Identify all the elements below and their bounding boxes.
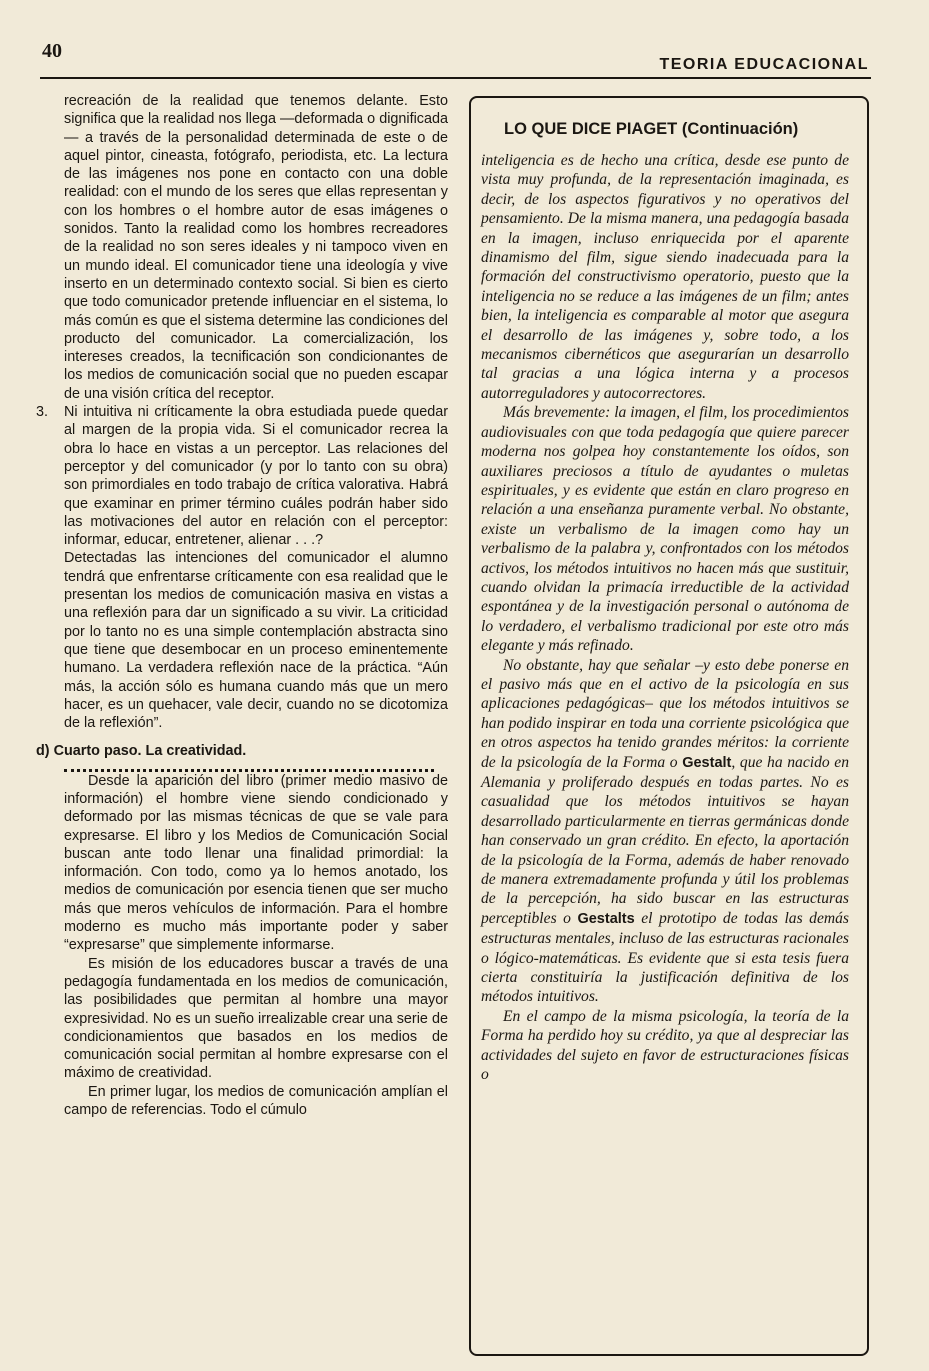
- paragraph-mision-educadores: Es misión de los educadores buscar a través de una pedagogía fundamentada en los medios de comunicación, las posibilidades que permitan al hombre una mayor expresividad. No es un sueño irrealizable crear una serie de condicionamientos que basados en los medios de comunicación social permitan al hombre expresarse con el máximo de creatividad.: [64, 955, 448, 1082]
- page-number: 40: [42, 40, 62, 62]
- item-3-continuation: Detectadas las intenciones del comunicador el alumno tendrá que enfrentarse críticamente con esa realidad que le presentan los medios de comunicación masiva en vistas a una reflexión para dar un significado a su vivir. La criticidad por lo tanto no es una simple contemplación abstracta sino que tiene que desembocar en un proceso eminentemente humano. La verdadera reflexión nace de la práctica. “Aún más, la acción sólo es humana cuando más que un mero hacer, es un quehacer, vale decir, cuando no se dicotomiza de la reflexión”.: [64, 550, 448, 732]
- piaget-p3-part-a: No obstante, hay que señalar –y esto debe ponerse en el pasivo más que en el activo de la psicología en sus aplicaciones pedagógicas– que los métodos intuitivos se han podido inspirar en toda una corriente psicológica que en otros aspectos ha tenido grandes méritos: la corriente de la psicología de la Forma o: [481, 656, 849, 771]
- left-column: [36, 92, 448, 1119]
- running-header: TEORIA EDUCACIONAL: [659, 56, 869, 73]
- item-number: 3.: [36, 404, 49, 421]
- piaget-paragraph-1: inteligencia es de hecho una crítica, desde ese punto de vista muy profunda, de la representación imaginada, es decir, de los aspectos figurativos y no operativos del pensamiento. De la misma manera, una pedagogía basada en la imagen, incluso enriquecida por el aparente dinamismo del film, sigue siendo inadecuada para la formación del constructivismo operatorio, puesto que la inteligencia no se reduce a las imágenes de un film; antes bien, la inteligencia es comparable al motor que asegura el desarrollo de las imágenes y, sobre todo, a los mecanismos cibernéticos que asegurarían un desarrollo tal gracias a una lógica interna y a procesos autorreguladores y autocorrectores.: [481, 152, 849, 402]
- piaget-box-text: [481, 151, 849, 1085]
- gestalt-term: Gestalt: [682, 754, 732, 771]
- paragraph-recreacion: recreación de la realidad que tenemos delante. Esto significa que la realidad nos llega —deformada o dignificada— a través de la personalidad determinada de este o de aquel pintor, cineasta, fotógrafo, periodista, etc. La lectura de las imágenes nos pone en contacto con una doble realidad: con el mundo de los seres que ellas representan y con los hombres o el hombre autor de esas imágenes o sonidos. Tanto la realidad como los hombres recreadores de la realidad no son seres ideales y ni tampoco viven en un mundo ideal. El comunicador tiene una ideología y vive inserto en un determinado contexto social. Si bien es cierto que todo comunicador pretende influenciar en el sistema, lo más común es que el sistema determine las condiciones del producto del comunicador. La comercialización, los intereses creados, la tecnificación son condicionantes de los medios de comunicación social que no pueden escapar de una visión crítica del receptor.: [64, 93, 448, 402]
- section-heading-creatividad: d) Cuarto paso. La creatividad.: [36, 743, 247, 760]
- piaget-paragraph-3: [481, 656, 849, 1007]
- item-3-text: Ni intuitiva ni críticamente la obra estudiada puede quedar al margen de la propia vida. Si el comunicador recrea la obra lo hace en vistas a un perceptor. Las relaciones del perceptor y del comunicador (y por lo tanto con su obra) son primordiales en todo trabajo de crítica valorativa. Habrá que examinar en primer término cuáles podrán haber sido las motivaciones del autor en relación con el perceptor: informar, educar, entretener, alienar . . .?: [64, 404, 448, 549]
- piaget-p3-part-c: el prototipo de todas las demás estructuras mentales, incluso de las estructuras racionales o lógico-matemáticas. Es evidente que si esta tesis fuera cierta constituiría la justificación definitiva de los métodos intuitivos.: [481, 909, 849, 1006]
- piaget-p3-part-b: , que ha nacido en Alemania y proliferado después en todas partes. No es casualidad que los métodos intuitivos se hayan desarrollado particularmente en tierras germánicas donde han conservado un gran crédito. En efecto, la aportación de la psicología de la Forma, además de haber renovado de manera extremadamente profunda y útil los problemas de la percepción, ha sido buscar en las estructuras perceptibles o: [481, 753, 850, 927]
- gestalts-term: Gestalts: [577, 910, 635, 927]
- paragraph-aparicion-libro: Desde la aparición del libro (primer medio masivo de información) el hombre viene siendo condicionado y deformado por las mismas técnicas de que se vale para expresarse. El libro y los Medios de Comunicación Social buscan ante todo llenar una finalidad primordial: la información. Con todo, como ya lo hemos anotado, los medios de comunicación por esencia tienen que ser mucho más que meros vehículos de información. Para el hombre moderno es mucho más importante poder y saber “expresarse” que simplemente informarse.: [64, 772, 448, 954]
- numbered-item-3: [36, 403, 448, 732]
- piaget-paragraph-4: En el campo de la misma psicología, la teoría de la Forma ha perdido hoy su crédito, ya que al despreciar las actividades del sujeto en favor de estructuraciones físicas o: [481, 1007, 849, 1084]
- creatividad-body: [36, 772, 448, 1120]
- paragraph-primer-lugar: En primer lugar, los medios de comunicación amplían el campo de referencias. Todo el cúmulo: [64, 1083, 448, 1119]
- piaget-paragraph-2: Más brevemente: la imagen, el film, los procedimientos audiovisuales con que toda pedagogía que quiere parecer moderna nos golpea hoy constantemente los oídos, son auxiliares preciosos a título de ayudantes o muletas espirituales, y es evidente que están en claro progreso en relación a una enseñanza puramente verbal. No obstante, existe un verbalismo de la imagen como hay un verbalismo de la palabra y, confrontados con los métodos activos, los métodos intuitivos no hacen más que sustituir, cuando olvidan la primacía irreductible de la actividad espontánea y de la investigación personal o autónoma de lo verdadero, el verbalismo tradicional por este otro más elegante y más refinado.: [481, 404, 849, 655]
- spacer: [36, 732, 448, 742]
- header-rule: [40, 77, 871, 79]
- dotted-separator: [64, 761, 434, 772]
- piaget-box-title: LO QUE DICE PIAGET (Continuación): [504, 120, 799, 138]
